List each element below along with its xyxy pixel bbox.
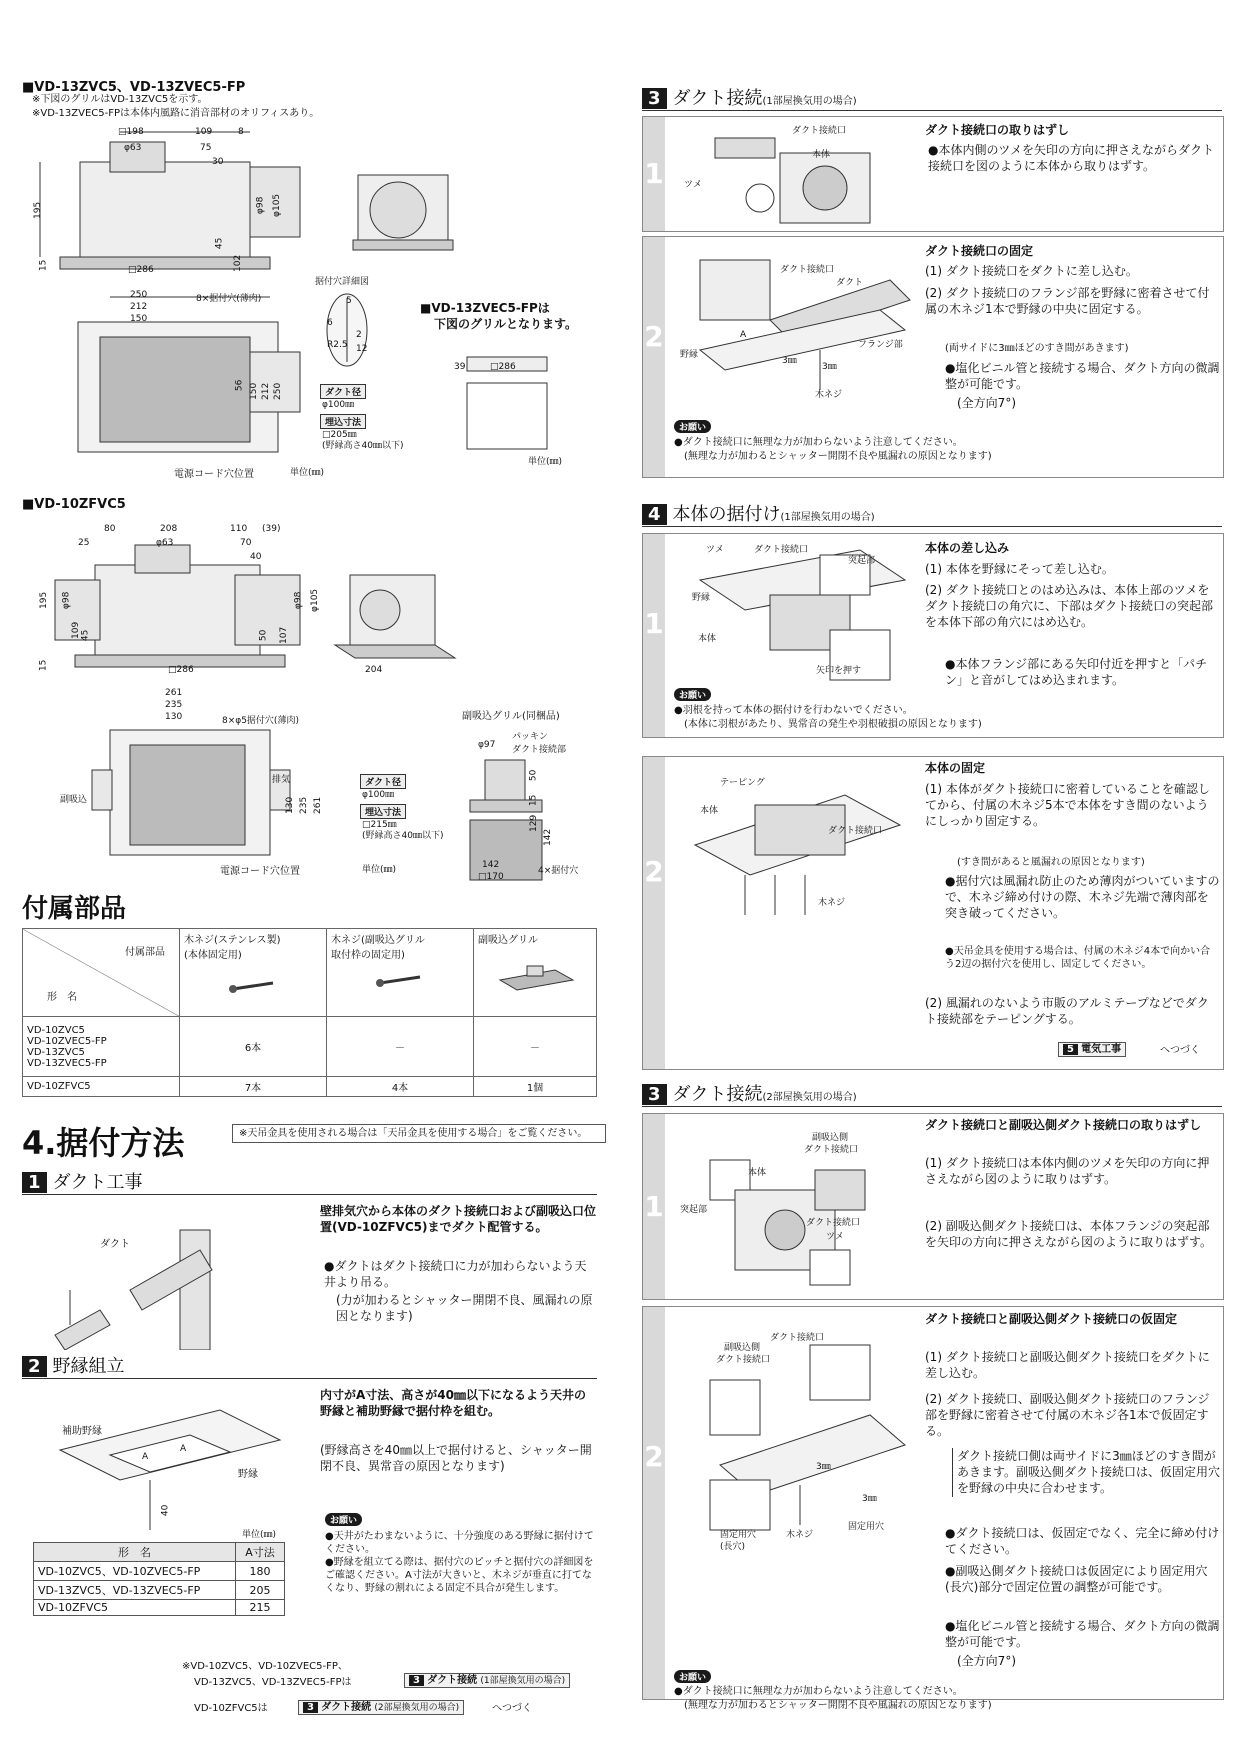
vd13-detail-r25: R2.5	[327, 340, 348, 350]
sec2-frame-figure	[40, 1400, 300, 1540]
sec4-step1: 1	[642, 533, 1224, 738]
sec3a-s1-head: ダクト接続口の取りはずし	[925, 123, 1070, 137]
sec4-s2-label-port: ダクト接続口	[828, 826, 883, 836]
vd10-sub-grille-drawing	[460, 740, 570, 885]
accessories-corner: 付属部品 形 名	[23, 929, 180, 1017]
sec4-s2-label-screw: 木ネジ	[818, 898, 846, 908]
sec2-label-aux: 補助野縁	[62, 1426, 102, 1437]
vd10-dim-195: 195	[39, 591, 50, 609]
sec3b-header: 3 ダクト接続(2部屋換気用の場合)	[642, 1080, 1222, 1107]
sec2-sub: (野縁高さを40㎜以上で据付けると、シャッター開閉不良、異常音の原因となります)	[320, 1443, 592, 1474]
sec3b-s1-label-sub: 副吸込側	[812, 1133, 849, 1143]
vd10-sub-129: 129	[529, 814, 540, 832]
sec3b-step1: 1	[642, 1113, 1224, 1300]
sec3b-s2-bullet3: ●塩化ビニル管と接続する場合、ダクト方向の微調整が可能です。	[945, 1619, 1220, 1650]
sec3b-s1-i1: (1) ダクト接続口は本体内側のツメを矢印の方向に押さえながら図のように取りはずす。	[925, 1156, 1210, 1187]
sec1-duct-figure	[40, 1210, 310, 1350]
sec4-s2-label-body: 本体	[700, 806, 719, 816]
sec4-s1-note-sub: (本体に羽根があたり、異常音の発生や羽根破損の原因となります)	[684, 719, 982, 730]
vd10-sub-holes: 4×据付穴	[538, 866, 579, 876]
install-title: 4.据付方法	[22, 1124, 185, 1162]
sec3b-s1-label-subport: ダクト接続口	[804, 1145, 859, 1155]
sec1-lead: 壁排気穴から本体のダクト接続口および副吸込口位置(VD-10ZFVC5)までダクト配管する。	[320, 1204, 597, 1235]
sec3b-s2-label-slot: (長穴)	[720, 1542, 746, 1552]
sec4-cont: へつづく	[1160, 1045, 1200, 1056]
sec4-s2-label-tape: テーピング	[720, 778, 765, 788]
sec2-unit: 単位(㎜)	[242, 1530, 277, 1540]
sec1-bullet: ●ダクトはダクト接続口に力が加わらないよう天井より吊る。	[324, 1259, 587, 1290]
sec2-a-table: 形 名 A寸法 VD-10ZVC5、VD-10ZVEC5-FP 180 VD-13ZVC5、VD-13ZVEC5-FP 205 VD-10ZFVC5 215	[33, 1542, 285, 1616]
vd13-embed-tag: 埋込寸法	[320, 414, 366, 429]
vd13-plan-150v: 150	[249, 382, 260, 400]
sec3a-s2-label-joist: 野縁	[680, 350, 699, 360]
vd13-plan-212v: 212	[261, 382, 272, 400]
sec3b-s2-label-subport: ダクト接続口	[716, 1355, 771, 1365]
sec3a-s1-text: ●本体内側のツメを矢印の方向に押さえながらダクト接続口を図のように本体から取りはずす。	[928, 143, 1214, 174]
sec3b-s1-label-tab: ツメ	[826, 1232, 844, 1242]
vd13-grille-note1: ■VD-13ZVEC5-FPは	[420, 301, 550, 315]
sec2-note2: ●野縁を組立てる際は、据付穴のピッチと据付穴の詳細図をご確認ください。A寸法が大きいと、木ネジが垂直に打てなくなり、野縁の割れによる固定不具合が発生します。	[325, 1557, 594, 1594]
sec3a-note-tag: お願い	[674, 420, 711, 433]
vd10-plan-261v: 261	[313, 796, 324, 814]
footer-line2: VD-13ZVC5、VD-13ZVEC5-FPは	[194, 1677, 352, 1688]
vd10-sub-15: 15	[528, 794, 539, 807]
accessories-row1-name: VD-10ZVC5 VD-10ZVEC5-FP VD-13ZVC5 VD-13ZVEC5-FP	[23, 1017, 180, 1077]
vd13-front-drawing	[348, 160, 458, 255]
vd13-note2: ※VD-13ZVEC5-FPは本体内風路に消音部材のオリフィスあり。	[32, 108, 320, 119]
sec3b-s2-label-sub: 副吸込側	[724, 1343, 761, 1353]
vd10-front-drawing	[330, 570, 460, 660]
sec4-s1-head: 本体の差し込み	[925, 541, 1010, 555]
accessories-row1-c1: 6本	[180, 1017, 327, 1077]
vd10-dim-70: 70	[240, 538, 252, 548]
vd10-dim-98a: φ98	[61, 591, 72, 610]
sec3b-note-sub: (無理な力が加わるとシャッター開閉不良や風漏れの原因となります)	[684, 1700, 992, 1711]
vd13-detail-title: 据付穴詳細図	[315, 277, 370, 287]
sec2-header: 2 野縁組立	[22, 1352, 597, 1379]
sec4-s2-i1: (1) 本体がダクト接続口に密着していることを確認してから、付属の木ネジ5本で本体をすき間のないようにしっかり固定する。	[925, 782, 1210, 829]
sec4-s1-bullet: ●本体フランジ部にある矢印付近を押すと「パチン」と音がしてはめ込まれます。	[945, 657, 1208, 688]
vd10-unit: 単位(㎜)	[362, 865, 397, 875]
sec3b-step1-figure	[695, 1140, 895, 1290]
sec4-s2-i2: (2) 風漏れのないよう市販のアルミテープなどでダクト接続部をテーピングする。	[925, 996, 1209, 1027]
sec3b-s2-label-port: ダクト接続口	[770, 1333, 825, 1343]
vd10-duct-val: φ100㎜	[362, 790, 395, 800]
vd10-dim-286: □286	[168, 665, 194, 675]
vd10-plan-holes: 8×φ5据付穴(薄肉)	[222, 716, 299, 726]
sec4-s1-i1: (1) 本体を野縁にそって差し込む。	[925, 562, 1114, 576]
sec3a-step2: 2	[642, 236, 1224, 478]
sec3b-s2-label-3mm-b: 3㎜	[862, 1494, 877, 1504]
sec3a-s2-label-a: A	[740, 330, 747, 340]
vd10-embed-note: (野縁高さ40㎜以下)	[362, 831, 444, 841]
sec4-s1-label-port: ダクト接続口	[754, 545, 809, 555]
vd13-dim-198: □198	[118, 127, 144, 137]
sec3a-s2-bullet-sub: (全方向7°)	[957, 396, 1016, 410]
sec4-s1-label-press: 矢印を押す	[816, 666, 862, 676]
sec3b-s2-bullet1: ●ダクト接続口は、仮固定でなく、完全に締め付けてください。	[945, 1526, 1220, 1557]
vd10-dim-45: 45	[80, 629, 91, 642]
sec3b-s2-label-fix: 固定用穴	[720, 1530, 757, 1540]
vd13-unit: 単位(㎜)	[290, 468, 325, 478]
sec3a-s2-label-flange: フランジ部	[858, 340, 903, 350]
sec3b-s2-label-3mm-a: 3㎜	[816, 1462, 831, 1472]
footer-line3: VD-10ZFVC5は	[194, 1703, 268, 1714]
screw-icon	[370, 965, 430, 995]
vd13-detail-2: 2	[356, 330, 362, 340]
sec3b-step2: 2	[642, 1306, 1224, 1700]
vd10-heading: ■VD-10ZFVC5	[22, 497, 126, 512]
sec3b-s1-i2: (2) 副吸込側ダクト接続口は、本体フランジの突起部を矢印の方向に押さえながら図のように取りはずす。	[925, 1219, 1213, 1250]
sec3a-s1-label-port: ダクト接続口	[792, 126, 847, 136]
vd10-dim-109: 109	[71, 621, 82, 639]
accessories-col-grille: 副吸込グリル	[474, 929, 597, 1017]
accessories-row1-c2: －	[327, 1017, 474, 1077]
sec3b-s2-i2: (2) ダクト接続口、副吸込側ダクト接続口のフランジ部を野縁に密着させて付属の木ネジ各1本で仮固定する。	[925, 1392, 1210, 1439]
sec3a-s2-head: ダクト接続口の固定	[925, 244, 1034, 258]
footer-line1: ※VD-10ZVC5、VD-10ZVEC5-FP、	[182, 1661, 348, 1672]
vd13-plan-drawing	[70, 292, 310, 467]
accessories-row2-c1: 7本	[180, 1077, 327, 1097]
vd13-heading: ■VD-13ZVC5、VD-13ZVEC5-FP	[22, 80, 246, 95]
vd13-dim-286: □286	[128, 265, 154, 275]
sec3b-s2-i1: (1) ダクト接続口と副吸込側ダクト接続口をダクトに差し込む。	[925, 1350, 1210, 1381]
vd10-sub-97: φ97	[478, 740, 496, 750]
vd13-grille-286: □286	[490, 362, 516, 372]
sec3b-s1-label-port: ダクト接続口	[806, 1218, 861, 1228]
accessories-col-screw2: 木ネジ(副吸込グリル 取付枠の固定用)	[327, 929, 474, 1017]
sec3a-s2-bullet: ●塩化ビニル管と接続する場合、ダクト方向の微調整が可能です。	[945, 361, 1220, 392]
sec3b-s1-label-bump: 突起部	[680, 1205, 708, 1215]
accessories-row1-c3: －	[474, 1017, 597, 1077]
sec2-note-tag: お願い	[325, 1513, 362, 1526]
sec3b-note: ●ダクト接続口に無理な力が加わらないよう注意してください。	[674, 1686, 963, 1697]
vd13-dim-98: φ98	[255, 196, 266, 215]
vd13-dim-102: 102	[233, 254, 244, 272]
vd10-plan-exhaust: 排気	[272, 775, 291, 785]
vd10-embed-val: □215㎜	[362, 820, 397, 830]
sec2-label-joist: 野縁	[238, 1469, 258, 1480]
vd10-sub-142: 142	[482, 860, 500, 870]
sec3b-s2-bracket: ダクト接続口側は両サイドに3㎜ほどのすき間があきます。副吸込側ダクト接続口は、仮固定用穴を野縁の中央に合わせます。	[952, 1448, 1222, 1497]
vd10-dim-15: 15	[38, 659, 49, 672]
vd10-cord-label: 電源コード穴位置	[220, 866, 300, 877]
vd10-embed-tag: 埋込寸法	[360, 804, 406, 819]
vd13-embed-note: (野縁高さ40㎜以下)	[322, 441, 404, 451]
vd10-sub-packing: パッキン	[512, 732, 548, 742]
accessories-title: 付属部品	[22, 894, 127, 924]
sec4-step2-figure	[685, 775, 915, 925]
vd10-dim-25: 25	[78, 538, 90, 548]
sec3a-header: 3 ダクト接続(1部屋換気用の場合)	[642, 84, 1222, 111]
sec3a-s2-label-port: ダクト接続口	[780, 265, 835, 275]
sec3a-s2-i2-sub: (両サイドに3㎜ほどのすき間があきます)	[945, 343, 1129, 354]
vd10-dim-50: 50	[258, 629, 269, 642]
footer-ref2[interactable]: 3 ダクト接続 (2部屋換気用の場合)	[298, 1700, 464, 1715]
sec3a-note-sub: (無理な力が加わるとシャッター開閉不良や風漏れの原因となります)	[684, 451, 992, 462]
sec1-bullet-sub: (力が加わるとシャッター開閉不良、風漏れの原因となります)	[336, 1293, 593, 1324]
vd10-plan-261: 261	[165, 688, 183, 698]
vd10-plan-130: 130	[165, 712, 183, 722]
vd10-dim-107: 107	[279, 626, 290, 644]
vd10-dim-40: 40	[250, 552, 262, 562]
sec3a-s2-label-duct: ダクト	[836, 278, 864, 288]
vd10-intake-label: 副吸込	[60, 795, 88, 805]
install-note: ※天吊金具を使用される場合は「天吊金具を使用する場合」をご覧ください。	[232, 1124, 606, 1143]
screw-icon	[223, 971, 283, 1001]
sec2-note1: ●天井がたわまないように、十分強度のある野縁に据付けてください。	[325, 1531, 594, 1555]
vd13-note1: ※下図のグリルはVD-13ZVC5を示す。	[32, 94, 208, 105]
vd13-plan-56: 56	[234, 379, 245, 392]
sec3a-s2-i1: (1) ダクト接続口をダクトに差し込む。	[925, 264, 1138, 278]
vd13-plan-150: 150	[130, 314, 148, 324]
vd10-dim-98b: φ98	[293, 591, 304, 610]
sec3b-s2-bullet3-sub: (全方向7°)	[957, 1654, 1016, 1668]
sec4-s2-bullet1: ●据付穴は風漏れ防止のため薄肉がついていますので、木ネジ締め付けの際、木ネジ先端で薄肉部を突き破ってください。	[945, 874, 1220, 921]
sec3a-s2-label-screw: 木ネジ	[815, 390, 843, 400]
vd10-plan-130v: 130	[285, 796, 296, 814]
sec3b-s2-bullet2: ●副吸込側ダクト接続口は仮固定により固定用穴(長穴)部分で固定位置の調整が可能です。	[945, 1564, 1208, 1595]
vd13-detail-5: 5	[346, 296, 352, 306]
sec3a-s1-label-tab: ツメ	[684, 180, 702, 190]
vd13-dim-45: 45	[214, 237, 225, 250]
vd10-dim-39: (39)	[262, 524, 281, 534]
sec3b-s1-head: ダクト接続口と副吸込側ダクト接続口の取りはずし	[925, 1118, 1202, 1132]
vd13-dim-30: 30	[212, 157, 224, 167]
vd10-dim-105: φ105	[310, 588, 321, 612]
vd13-dim-63: φ63	[124, 143, 142, 153]
sec2-label-a1: A	[142, 1452, 149, 1462]
vd10-dim-204: 204	[365, 665, 383, 675]
vd10-dim-63: φ63	[156, 538, 174, 548]
vd13-plan-holes: 8×据付穴(薄肉)	[196, 294, 262, 304]
footer-cont: へつづく	[492, 1703, 532, 1714]
sec4-s1-label-tab: ツメ	[706, 545, 724, 555]
sec1-header: 1 ダクト工事	[22, 1168, 597, 1195]
sec4-s2-bullet2: ●天吊金具を使用する場合は、付属の木ネジ4本で向かい合う2辺の据付穴を使用し、固定してください。	[945, 946, 1211, 970]
sec2-lead: 内寸がA寸法、高さが40㎜以下になるよう天井の野縁と補助野縁で据付枠を組む。	[320, 1388, 586, 1419]
vd13-cord-label: 電源コード穴位置	[174, 469, 254, 480]
footer-ref1[interactable]: 3 ダクト接続 (1部屋換気用の場合)	[404, 1673, 570, 1688]
vd10-sub-50: 50	[528, 769, 539, 782]
sec4-s1-label-body: 本体	[698, 634, 717, 644]
sec4-s1-label-joist: 野縁	[692, 593, 711, 603]
vd13-dim-109: 109	[195, 127, 213, 137]
vd10-plan-235v: 235	[299, 796, 310, 814]
vd13-plan-212: 212	[130, 302, 148, 312]
vd13-side-drawing	[20, 122, 340, 282]
vd10-dim-208: 208	[160, 524, 178, 534]
sec2-label-a2: A	[180, 1444, 187, 1454]
vd10-dim-110: 110	[230, 524, 248, 534]
sec3a-note: ●ダクト接続口に無理な力が加わらないよう注意してください。	[674, 437, 963, 448]
sec4-step1-figure	[680, 540, 920, 690]
sec4-s1-i2: (2) ダクト接続口とのはめ込みは、本体上部のツメをダクト接続口の角穴に、下部はダクト接続口の突起部を本体下部の角穴にはめ込む。	[925, 583, 1214, 630]
sec3b-s2-label-screw: 木ネジ	[786, 1530, 814, 1540]
accessories-row2-c2: 4本	[327, 1077, 474, 1097]
vd10-plan-235: 235	[165, 700, 183, 710]
vd10-dim-80: 80	[104, 524, 116, 534]
vd10-sub-170: □170	[478, 872, 504, 882]
accessories-col-screw: 木ネジ(ステンレス製) (本体固定用)	[180, 929, 327, 1017]
sec3b-s2-head: ダクト接続口と副吸込側ダクト接続口の仮固定	[925, 1312, 1178, 1326]
sec3a-s1-label-body: 本体	[812, 150, 831, 160]
sec3b-s1-label-body: 本体	[748, 1168, 767, 1178]
accessories-row2-c3: 1個	[474, 1077, 597, 1097]
vd13-plan-250v: 250	[273, 382, 284, 400]
sec2-label-40: 40	[160, 1504, 171, 1517]
vd13-grille-note2: 下図のグリルとなります。	[434, 317, 578, 331]
vd13-dim-8: 8	[238, 127, 244, 137]
accessories-table	[22, 928, 597, 1097]
vd10-duct-tag: ダクト径	[360, 774, 406, 789]
vd10-sub-duct-part: ダクト接続部	[512, 745, 567, 755]
vd13-duct-tag: ダクト径	[320, 384, 366, 399]
sec3a-s2-label-3mm-a: 3㎜	[782, 356, 797, 366]
sec4-ref[interactable]: 5 電気工事	[1058, 1042, 1126, 1057]
sec4-s2-head: 本体の固定	[925, 761, 986, 775]
vd13-dim-105: φ105	[272, 193, 283, 217]
vd13-detail-6: 6	[327, 318, 333, 328]
vd13-grille-39: 39	[454, 362, 466, 372]
accessories-row2-name: VD-10ZFVC5	[23, 1077, 180, 1097]
vd10-sub-142v: 142	[543, 828, 554, 846]
vd13-plan-250: 250	[130, 290, 148, 300]
sec3b-note-tag: お願い	[674, 1670, 711, 1683]
sec3a-s2-label-3mm-b: 3㎜	[822, 362, 837, 372]
vd10-sub-title: 副吸込グリル(同梱品)	[462, 711, 560, 722]
sec4-s1-note: ●羽根を持って本体の据付けを行わないでください。	[674, 705, 913, 716]
sec3b-s2-label-fixhole: 固定用穴	[848, 1522, 885, 1532]
sec3a-step1: 1	[642, 116, 1224, 232]
sec4-s2-i1-sub: (すき間があると風漏れの原因となります)	[957, 857, 1145, 868]
sec4-s1-label-bump: 突起部	[848, 556, 876, 566]
sec4-step2: 2	[642, 756, 1224, 1070]
sec3a-s2-i2: (2) ダクト接続口のフランジ部を野縁に密着させて付属の木ネジ1本で野縁の中央に固定する。	[925, 286, 1210, 317]
vd13-grille-unit: 単位(㎜)	[528, 457, 563, 467]
vd13-duct-val: φ100㎜	[322, 400, 355, 410]
sec1-fig-label: ダクト	[100, 1239, 130, 1250]
vd13-embed-val: □205㎜	[322, 430, 357, 440]
grille-icon	[495, 952, 575, 992]
vd13-dim-75: 75	[200, 143, 212, 153]
sec4-s1-note-tag: お願い	[674, 688, 711, 701]
vd13-detail-12: 12	[356, 344, 368, 354]
sec3b-step2-figure	[700, 1335, 910, 1545]
sec4-header: 4 本体の据付け(1部屋換気用の場合)	[642, 500, 1222, 527]
vd13-dim-15: 15	[38, 259, 49, 272]
vd13-dim-195: 195	[33, 201, 44, 219]
